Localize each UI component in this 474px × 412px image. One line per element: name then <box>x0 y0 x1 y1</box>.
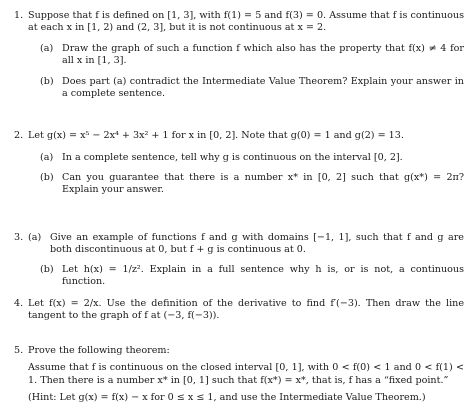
problem-number: 5. <box>14 345 24 356</box>
problem-5 <box>14 345 464 405</box>
problem-number: 1. <box>14 10 24 21</box>
part-label: (b) <box>40 171 54 183</box>
problem-text: Suppose that f is defined on [1, 3], with f(1) = 5 and f(3) = 0. Assume that f is continuous at each x in [1, 2) and (2, 3], but it is not continuous at x = 2. <box>28 10 464 34</box>
problem-number: 4. <box>14 298 24 309</box>
problem-1 <box>14 10 464 101</box>
problem-3-part-a <box>28 232 464 257</box>
part-label: (a) <box>40 152 54 164</box>
part-text: Give an example of functions f and g with domains [−1, 1], such that f and g are both discontinuous at 0, but f + g is continuous at 0. <box>50 232 464 256</box>
part-text: In a complete sentence, tell why g is continuous on the interval [0, 2]. <box>62 152 403 164</box>
problem-text: Prove the following theorem: <box>28 345 170 356</box>
problem-2-part-a <box>40 152 464 164</box>
part-label: (a) <box>28 232 42 243</box>
problem-number: 3. <box>14 232 24 243</box>
hint-text: (Hint: Let g(x) = f(x) − x for 0 ≤ x ≤ 1, and use the Intermediate Value Theorem.) <box>28 392 426 404</box>
part-label: (b) <box>40 75 54 87</box>
problem-3 <box>14 232 464 289</box>
problem-2-part-b <box>40 172 464 197</box>
part-text: Does part (a) contradict the Intermediate Value Theorem? Explain your answer in a complete sentence. <box>62 75 464 100</box>
problem-number: 2. <box>14 130 24 141</box>
problem-text: Let f(x) = 2/x. Use the definition of the derivative to find f′(−3). Then draw the line tangent to the graph of f at (−3, f(−3)). <box>28 298 464 322</box>
problem-1-part-a <box>40 43 464 68</box>
problem-text: Let g(x) = x⁵ − 2x⁴ + 3x² + 1 for x in [0, 2]. Note that g(0) = 1 and g(2) = 13. <box>28 130 404 141</box>
problem-1-part-b <box>40 76 464 101</box>
part-text: Let h(x) = 1/z². Explain in a full sentence why h is, or is not, a continuous function. <box>62 263 464 288</box>
part-text: Draw the graph of such a function f which also has the property that f(x) ≠ 4 for all x in [1, 3]. <box>62 42 464 67</box>
part-text: Can you guarantee that there is a number x* in [0, 2] such that g(x*) = 2π? Explain your answer. <box>62 171 464 196</box>
problem-2 <box>14 130 464 197</box>
problem-3-part-b <box>40 264 464 289</box>
theorem-statement: Assume that f is continuous on the closed interval [0, 1], with 0 < f(0) < 1 and 0 < f(1) < 1. Then there is a number x* in [0, 1] such that f(x*) = x*, that is, f has a “fixed point.” <box>28 362 464 386</box>
problem-4 <box>14 298 464 323</box>
part-label: (a) <box>40 42 54 54</box>
part-label: (b) <box>40 263 54 275</box>
